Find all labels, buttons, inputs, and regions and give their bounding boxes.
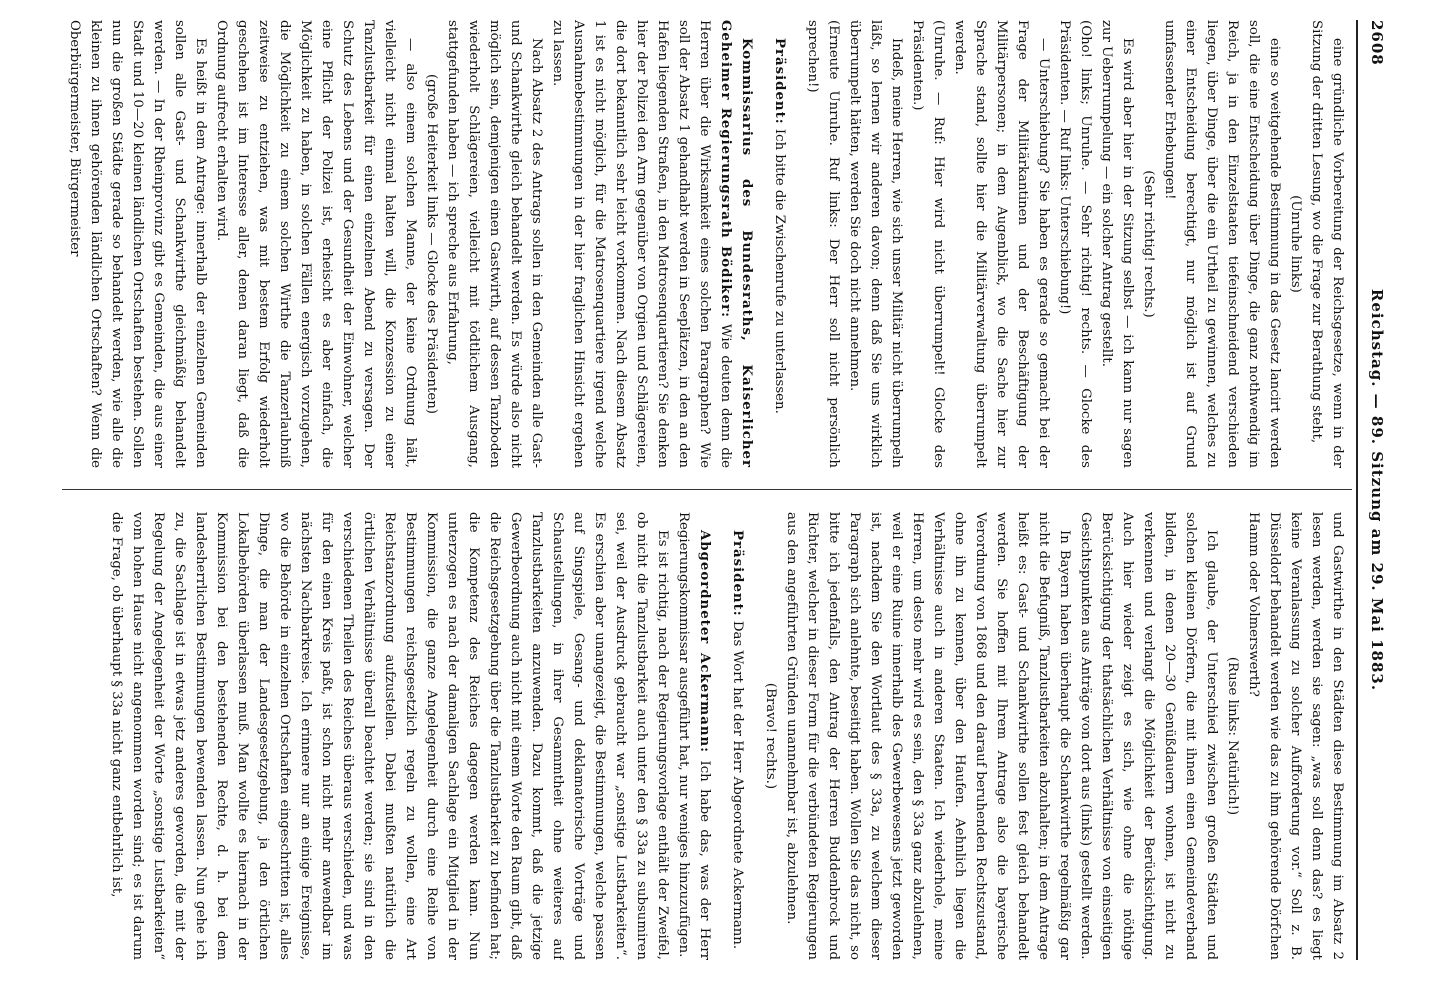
paragraph-text: In Bayern haben überhaupt die Schankwirthe regelmäßig gar nicht die Befugniß, Tanzlustbarkeiten abzuhalten; in dem Antrage heißt es: Gast- und Schankwirthe sollen fest gleich behandelt werden. Sie hoffen mit Ihrem Antrage also die bayerische Verordnung von 1868 und den darauf beruhenden Rechtszustand, ohne ihn zu kennen, über den Haufen. Aehnlich liegen die Verhältnisse auch in anderen Staaten. Ich wiederhole, meine Herren, um desto mehr wird es sein, den § 33a ganz abzulehnen, weil er eine Ruine innerhalb des Gewerbewesens jetzt geworden ist, nachdem Sie den Wortlaut des § 33a, zu welchem dieser Paragraph sich anlehnte, beseitigt haben. Wollen Sie das nicht, so bitte ich jedenfalls, den Antrag der Herren Buddenbrock und Richter, welcher in dieser Form für die verbündeten Regierungen aus den angeführten Gründen unannehmbar ist, abzulehnen.: [784, 512, 1072, 960]
paragraph-text: Wie deuten denn die Herren über die Wirksamkeit eines solchen Paragraphen? Wie soll der Absatz 1 gehandhabt werden in Seeplätzen, in den an den Hafen liegenden Straßen, in den Matrosenquartieren? Sie denken hier der Polizei den Arm gegenüber von Orgien und Schlägereien, die dort bekanntlich sehr leicht vorkommen. Nach diesem Absatz 1 ist es nicht möglich, für die Matrosenquartiere irgend welche Ausnahmebestimmungen in der hier fraglichen Hinsicht ergehen zu lassen.: [550, 20, 733, 468]
paragraph-text: Indeß, meine Herren, wie sich unser Militär nicht überrumpeln läßt, so lernen wir anderen davon; denn daß Sie uns wirklich überrumpelt hätten, werden Sie doch nicht annehmen.: [847, 20, 904, 468]
paragraph: [1285, 20, 1306, 468]
header-rule: [1356, 20, 1358, 960]
paragraph: [1096, 20, 1138, 468]
paragraph: [844, 20, 907, 468]
paragraph: [727, 512, 748, 960]
paragraph-text: (große Heiterkeit links — Glocke des Präsidenten): [424, 74, 439, 414]
paragraph-text: Ich glaube, der Unterschied zwischen großen Städten und solchen kleinen Dörfern, die mit ihnen einen Gemeindeverband bilden, in denen 20—30 Genüßdauern wohnen, ist nicht zu verkennen und verlangt die Möglichkeit der Berücksichtigung. Auch hier wieder zeigt es sich, wie ohne die nöthige Berücksichtigung der thatsächlichen Verhältnisse von einseitigen Gesichtspunkten aus Anträge von dort aus (links) gestellt werden.: [1078, 512, 1219, 960]
paragraph: [1138, 20, 1159, 468]
paragraph: [421, 20, 442, 468]
paragraph: [442, 20, 547, 468]
paragraph-text: Es heißt in dem Antrage: innerhalb der einzelnen Gemeinden sollen alle Gast- und Schankwirthe gleichmäßig behandelt werden. — In der Rheinprovinz gibt es Gemeinden, die aus einer Stadt und 10—20 kleinen ländlichen Ortschaften bestehen. Sollen nun die großen Städte gerade so behandelt werden, wie alle die kleinen zu ihnen gehörenden ländlichen Ortschaften? Wenn die Oberbürgermeister, Bürgermeister: [67, 20, 208, 468]
paragraph-text: — also einem solchen Manne, der keine Ordnung hält, vielleicht nicht einmal halten will, die Konzession zu einer Tanzlustbarkeit für einen einzelnen Abend zu versagen. Der Schutz des Lebens und der Gesundheit der Einwohner, welcher eine Pflicht der Polizei ist, erheischt es aber einfach, die Möglichkeit zu haben, in solchen Fällen energisch vorzugehen, die Möglichkeit zu einem solchen Wirthe die Tanzerlaubniß zeitweise zu entziehen, was mit bestem Erfolg wiederholt geschehen ist im Interesse aller, denen daran liegt, daß die Ordnung aufrecht erhalten wird.: [214, 20, 418, 468]
paragraph: [802, 20, 844, 468]
paragraph-text: Das Wort hat der Herr Abgeordnete Ackermann.: [730, 620, 745, 950]
speaker-name: Präsident:: [772, 38, 787, 125]
paragraph: [1306, 20, 1348, 468]
paragraph: [769, 20, 790, 468]
digitization-credit: [1408, 12, 1430, 982]
paragraph-text: (Unruhe links): [1288, 195, 1303, 293]
running-title: Reichstag. — 89. Sitzung am 29. Mai 1883.: [1368, 288, 1386, 692]
paragraph-text: (Ruse links: Natürlich!): [1225, 656, 1240, 816]
paragraph-text: (Sehr richtig! rechts.): [1141, 170, 1156, 318]
paragraph: [106, 512, 673, 960]
running-header: [1362, 20, 1392, 960]
paragraph: [1159, 20, 1285, 468]
paragraph: [211, 20, 421, 468]
speaker-name: Präsident:: [730, 530, 745, 617]
paragraph-text: Ich habe das, was der Herr Regierungskommissar ausgeführt hat, nur weniges hinzuzufügen.: [676, 512, 712, 960]
paragraph-text: und Gastwirthe in den Städten diese Bestimmung im Absatz 2 lesen werden, werden sie sagen: „was soll denn das? es liegt keine Veranlassung zu solcher Aufforderung vor.“ Soll z. B. Düsseldorf behandelt werden wie das zu ihm gehörende Dörfchen Hamm oder Volmerswerth?: [1246, 512, 1345, 960]
paragraph: [1243, 512, 1348, 960]
paragraph-text: Es wird aber hier in der Sitzung selbst — ich kann nur sagen zur Ueberrumpelung — ein solcher Antrag gestellt.: [1099, 20, 1135, 468]
left-column: [58, 20, 1348, 468]
paragraph: [547, 20, 757, 468]
paragraph: [907, 20, 949, 468]
rotated-page-content: [52, 20, 1392, 960]
paragraph: [781, 512, 1075, 960]
paragraph-text: Ich bitte die Zwischenrufe zu unterlassen.: [772, 128, 787, 414]
paragraph-text: — Unterschiebung? Sie haben es gerade so gemacht bei der Frage der Militärkantinen und der Beschäftigung der Militärpersonen; in dem Augenblick, wo die Sache hier zur Sprache stand, sollte hier die Militärverwaltung überrumpelt werden.: [952, 20, 1051, 468]
paragraph-text: eine gründliche Vorbereitung der Reichsgesetze, wenn in der Sitzung der dritten Lesung, wo die Frage zur Berathung steht,: [1309, 20, 1345, 468]
paragraph: [1054, 20, 1096, 468]
paragraph-text: (Unruhe. — Ruf: Hier wird nicht überrumpelt! Glocke des Präsidenten.): [910, 20, 946, 468]
speaker-name: Abgeordneter Ackermann:: [697, 530, 712, 754]
paragraph-text: (Bravo! rechts.): [763, 682, 778, 790]
paragraph-text: Nach Absatz 2 des Antrags sollen in den Gemeinden alle Gast- und Schankwirthe gleich behandelt werden. Es würde also nicht möglich sein, demjenigen einen Gastwirth, auf dessen Tanzboden wiederholt Schlägereien, vielleicht mit tödtlichem Ausgang, stattgefunden haben — ich spreche aus Erfahrung,: [445, 20, 544, 468]
paragraph: [673, 512, 715, 960]
speaker-name: Kommissarius des Bundesraths, Kaiserlicher Geheimer Regierungsrath Bödiker:: [718, 20, 754, 468]
page-number: 2608: [1368, 20, 1386, 66]
paragraph: [760, 512, 781, 960]
paragraph: [1222, 512, 1243, 960]
paragraph-text: (Erneute Unruhe. Ruf links: Der Herr soll nicht persönlich sprechen!): [805, 20, 841, 468]
paragraph: [64, 20, 211, 468]
paragraph: [1075, 512, 1222, 960]
paragraph-text: eine so weitgehende Bestimmung in das Gesetz lancirt werden soll, die eine Entscheidung über Dinge, die ganz nothwendig im Reich, ja in den Einzelstaaten tiefeinschneidend verschieden liegen, über Dinge, über die ein Urtheil zu gewinnen, welches zu einer Entscheidung berechtigt, nur möglich ist auf Grund umfassender Erhebungen!: [1162, 20, 1282, 468]
paragraph-text: (Oho! links; Unruhe. — Sehr richtig! rechts. — Glocke des Präsidenten. — Ruf links: Unterschiebung!): [1057, 20, 1093, 468]
paragraph-text: Es ist richtig, nach der Regierungsvorlage enthält der Zweifel, ob nicht die Tanzlustbarkeit auch unter den § 33a zu subsumiren sei, weil der Ausdruck gebraucht war „sonstige Lustbarkeiten“. Es erschien aber unangezeigt, die Bestimmungen, welche passen auf Singspiele, Gesang- und deklamatorische Vorträge und Schaustellungen, in ihrer Gesammtheit ohne weiteres auf Tanzlustbarkeiten anzuwenden. Dazu kommt, daß die jetzige Gewerbeordnung auch nicht mit einem Worte den Raum gibt, daß die Reichsgesetzgebung über die Tanzlustbarkeit zu befinden hat; die Kompetenz des Reiches dagegen werden kann. Nun unterzogen es nach der damaligen Sachlage ein Mitglied in der Kommission, die ganze Angelegenheit durch eine Reihe von Bestimmungen reichsgesetzlich regeln zu wollen, eine Art Reichstanzordnung aufzustellen. Dabei mußten natürlich die örtlichen Verhältnisse überall beachtet werden; sie sind in den verschiedenen Theilen des Reiches überaus verschieden, und was für den einen Kreis paßt, ist schon nicht mehr anwendbar im nächsten Nachbarkreise. Ich erinnere nur an einige Ereignisse, wo die Behörde in einzelnen Ortschaften eingeschritten ist, alles Dinge, die man der Landesgesetzgebung, ja den örtlichen Lokalbehörden überlassen muß. Man wollte es hiernach in der Kommission bei den bestehenden Rechte, d. h. bei dem landesherrlichen Bestimmungen bewenden lassen. Nun gehe ich zu, die Sachlage ist in etwas jetz anderes geworden, die mit der Regelung der Angelegenheit der Worte „sonstige Lustbarkeiten“ vom hohen Hause nicht angenommen worden sind; es ist darum die Frage, ob überhaupt § 33a nicht ganz entbehrlich ist,: [109, 512, 670, 960]
column-divider: [62, 489, 1352, 490]
right-column: [58, 512, 1348, 960]
paragraph: [949, 20, 1054, 468]
